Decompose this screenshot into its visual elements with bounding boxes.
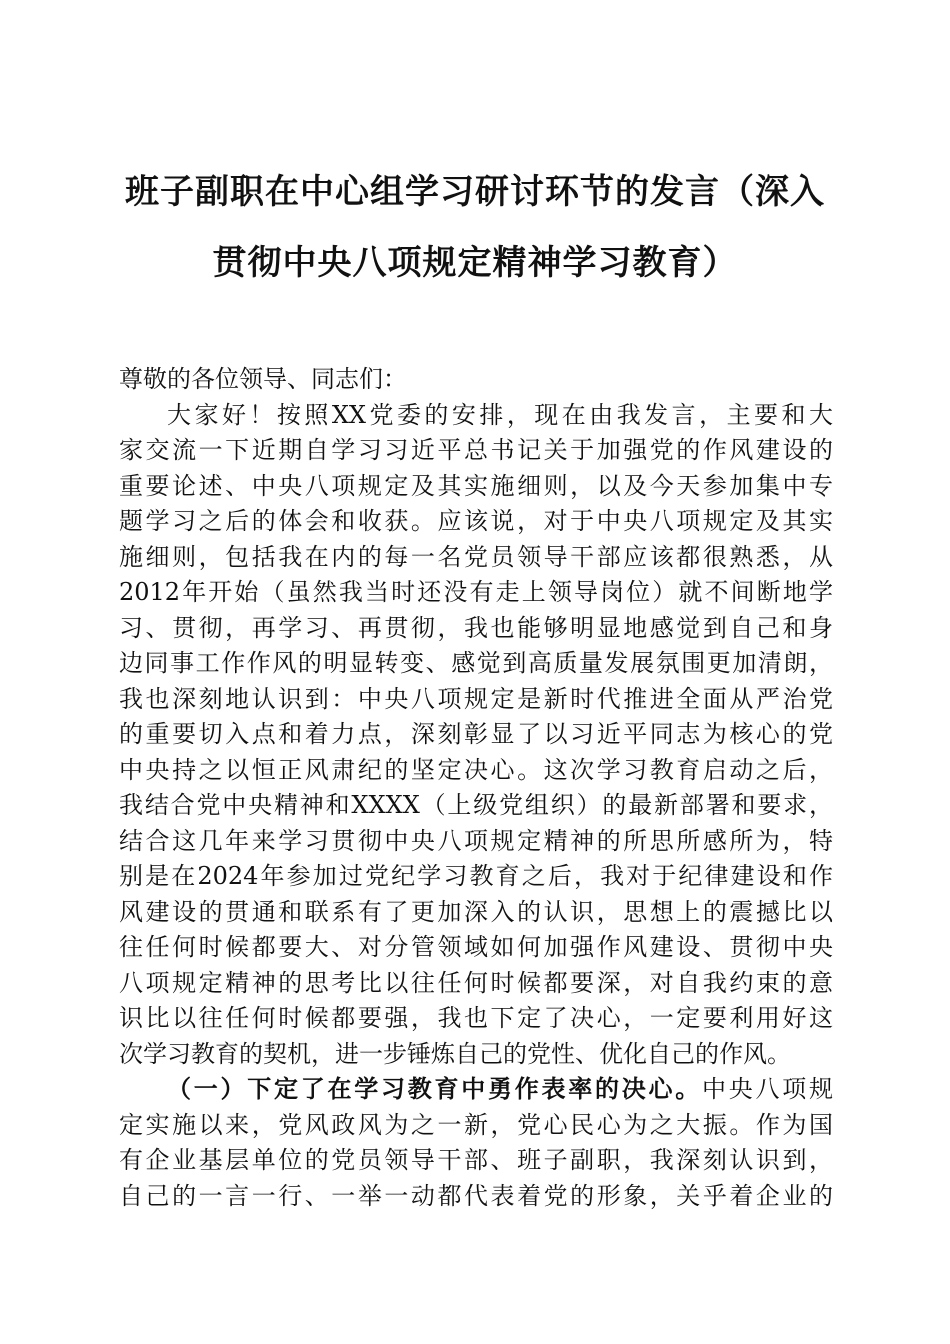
section-heading-rest: 中央八项规 — [702, 1075, 833, 1103]
text-line: 2012年开始（虽然我当时还没有走上领导岗位）就不间断地学 — [119, 578, 833, 606]
text-line: 我也深刻地认识到：中央八项规定是新时代推进全面从严治党 — [119, 684, 833, 713]
text-line: 中央持之以恒正风肃纪的坚定决心。这次学习教育启动之后， — [119, 755, 833, 784]
paragraph-lines — [119, 362, 833, 1072]
text-line: 八项规定精神的思考比以往任何时候都要深，对自我约束的意 — [119, 968, 833, 997]
text-line: 尊敬的各位领导、同志们： — [119, 365, 407, 393]
text-line: 别是在2024年参加过党纪学习教育之后，我对于纪律建设和作 — [119, 862, 833, 890]
text-line: 边同事工作作风的明显转变、感觉到高质量发展氛围更加清朗， — [119, 649, 833, 677]
section-heading-line — [119, 1072, 833, 1108]
text-line: 自己的一言一行、一举一动都代表着党的形象，关乎着企业的 — [119, 1181, 833, 1210]
text-line: 结合这几年来学习贯彻中央八项规定精神的所思所感所为，特 — [119, 826, 833, 855]
text-line: 习、贯彻，再学习、再贯彻，我也能够明显地感觉到自己和身 — [119, 613, 833, 642]
section-heading: （一）下定了在学习教育中勇作表率的决心。 — [167, 1075, 702, 1103]
text-line: 有企业基层单位的党员领导干部、班子副职，我深刻认识到， — [119, 1146, 833, 1174]
document-title-line-1: 班子副职在中心组学习研讨环节的发言（深入 — [125, 172, 825, 212]
text-line: 家交流一下近期自学习习近平总书记关于加强党的作风建设的 — [119, 436, 833, 464]
text-line: 施细则，包括我在内的每一名党员领导干部应该都很熟悉，从 — [119, 542, 833, 571]
section-lines — [119, 1108, 833, 1215]
text-line: 的重要切入点和着力点，深刻彰显了以习近平同志为核心的党 — [119, 720, 833, 748]
text-line: 风建设的贯通和联系有了更加深入的认识，思想上的震撼比以 — [119, 897, 833, 926]
document-title-line-2: 贯彻中央八项规定精神学习教育） — [212, 243, 738, 283]
text-line: 识比以往任何时候都要强，我也下定了决心，一定要利用好这 — [119, 1004, 833, 1032]
text-line: 定实施以来，党风政风为之一新，党心民心为之大振。作为国 — [119, 1110, 833, 1139]
text-line: 次学习教育的契机，进一步锤炼自己的党性、优化自己的作风。 — [119, 1039, 791, 1068]
text-line: 往任何时候都要大、对分管领域如何加强作风建设、贯彻中央 — [119, 933, 833, 961]
text-line: 我结合党中央精神和XXXX（上级党组织）的最新部署和要求， — [119, 791, 833, 819]
text-line: 重要论述、中央八项规定及其实施细则，以及今天参加集中专 — [119, 471, 833, 500]
document-body — [119, 362, 833, 1214]
text-line: 题学习之后的体会和收获。应该说，对于中央八项规定及其实 — [119, 507, 833, 535]
text-line: 大家好！按照XX党委的安排，现在由我发言，主要和大 — [167, 400, 833, 429]
